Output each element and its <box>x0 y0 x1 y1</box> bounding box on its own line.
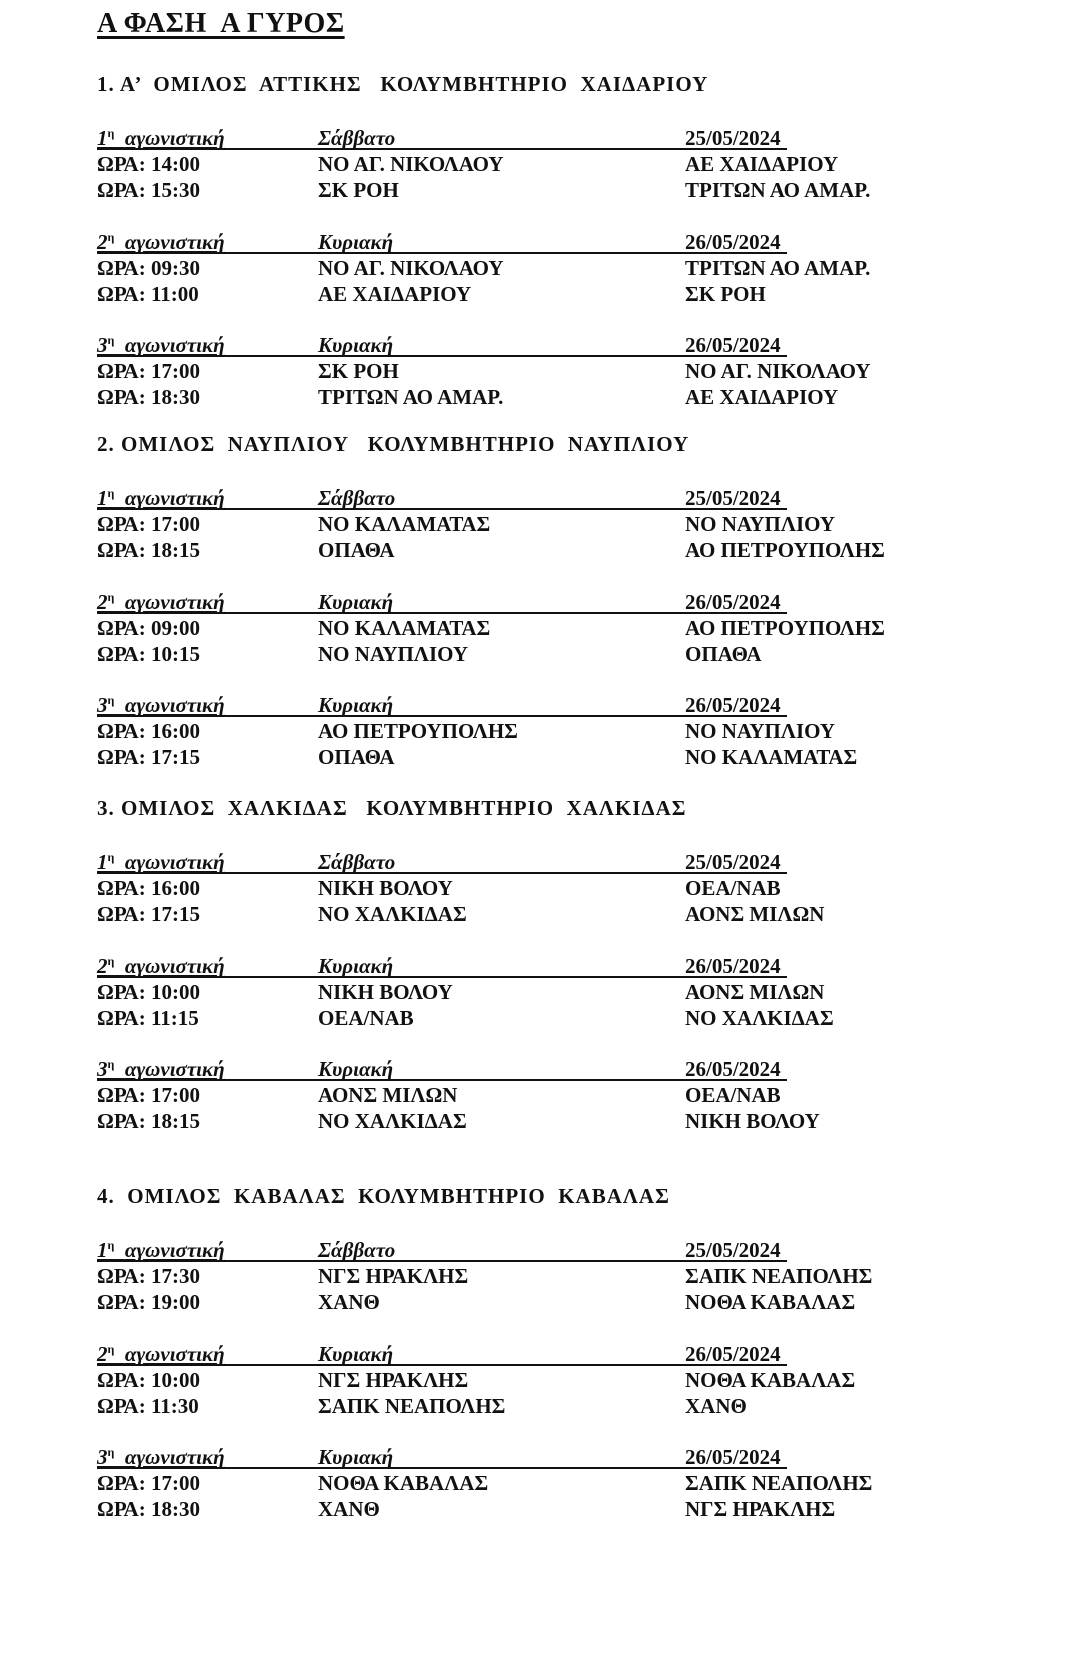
group-title: 3. ΟΜΙΛΟΣ ΧΑΛΚΙΔΑΣ ΚΟΛΥΜΒΗΤΗΡΙΟ ΧΑΛΚΙΔΑΣ <box>97 796 687 820</box>
match-row <box>97 1262 873 1288</box>
round-block <box>97 848 825 926</box>
match-row <box>97 280 787 306</box>
round-label <box>97 230 225 255</box>
away-team: ΝΟ ΝΑΥΠΛΙΟΥ <box>685 512 836 536</box>
home-team: ΤΡΙΤΩΝ ΑΟ ΑΜΑΡ. <box>318 385 504 409</box>
group-title: 2. ΟΜΙΛΟΣ ΝΑΥΠΛΙΟΥ ΚΟΛΥΜΒΗΤΗΡΙΟ ΝΑΥΠΛΙΟΥ <box>97 432 690 456</box>
round-number-suffix: η <box>107 954 115 968</box>
round-label <box>97 693 225 718</box>
round-number: 1 <box>97 850 108 874</box>
match-row <box>97 254 871 280</box>
away-team: ΟΠΑΘΑ <box>685 642 762 666</box>
home-team: ΝΟ ΝΑΥΠΛΙΟΥ <box>318 642 469 666</box>
match-time: ΩΡΑ: 14:00 <box>97 152 200 176</box>
match-time: ΩΡΑ: 10:00 <box>97 1368 200 1392</box>
round-day: Κυριακή <box>318 1342 394 1366</box>
match-time: ΩΡΑ: 17:30 <box>97 1264 200 1288</box>
match-time: ΩΡΑ: 11:15 <box>97 1006 199 1030</box>
home-team: ΝΙΚΗ ΒΟΛΟΥ <box>318 876 453 900</box>
round-label <box>97 1445 225 1470</box>
match-row <box>97 510 836 536</box>
round-day: Κυριακή <box>318 1057 394 1081</box>
match-time: ΩΡΑ: 11:00 <box>97 282 199 306</box>
round-day: Κυριακή <box>318 954 394 978</box>
round-day: Σάββατο <box>318 486 396 510</box>
match-row <box>97 874 787 900</box>
match-time: ΩΡΑ: 16:00 <box>97 719 200 743</box>
away-team: ΝΟ ΧΑΛΚΙΔΑΣ <box>685 1006 834 1030</box>
round-number: 1 <box>97 486 108 510</box>
match-row <box>97 1004 834 1030</box>
round-day: Σάββατο <box>318 126 396 150</box>
home-team: ΝΟΘΑ ΚΑΒΑΛΑΣ <box>318 1471 489 1495</box>
round-number: 3 <box>97 1057 108 1081</box>
home-team: ΧΑΝΘ <box>318 1497 380 1521</box>
round-date: 26/05/2024 <box>685 1342 781 1366</box>
round-label <box>97 486 225 511</box>
away-team: ΑΟΝΣ ΜΙΛΩΝ <box>685 902 825 926</box>
home-team: ΝΙΚΗ ΒΟΛΟΥ <box>318 980 453 1004</box>
away-team: ΝΓΣ ΗΡΑΚΛΗΣ <box>685 1497 836 1521</box>
match-time: ΩΡΑ: 16:00 <box>97 876 200 900</box>
home-team: ΣΚ ΡΟΗ <box>318 178 399 202</box>
round-block <box>97 228 871 306</box>
match-time: ΩΡΑ: 10:15 <box>97 642 200 666</box>
round-number-suffix: η <box>107 590 115 604</box>
round-header <box>97 1340 787 1366</box>
match-row <box>97 1288 856 1314</box>
home-team: ΣΚ ΡΟΗ <box>318 359 399 383</box>
away-team: ΑΟΝΣ ΜΙΛΩΝ <box>685 980 825 1004</box>
round-number: 3 <box>97 333 108 357</box>
round-date: 25/05/2024 <box>685 1238 781 1262</box>
group-title: 1. Α’ ΟΜΙΛΟΣ ΑΤΤΙΚΗΣ ΚΟΛΥΜΒΗΤΗΡΙΟ ΧΑΙΔΑΡΙΟΥ <box>97 72 709 96</box>
round-word: αγωνιστική <box>124 1445 225 1469</box>
round-number: 2 <box>97 590 108 614</box>
round-header <box>97 228 787 254</box>
match-time: ΩΡΑ: 17:15 <box>97 745 200 769</box>
round-date: 25/05/2024 <box>685 486 781 510</box>
match-time: ΩΡΑ: 17:00 <box>97 1471 200 1495</box>
round-number: 2 <box>97 1342 108 1366</box>
round-block <box>97 331 871 409</box>
round-date: 25/05/2024 <box>685 850 781 874</box>
away-team: ΟΕΑ/ΝΑΒ <box>685 1083 781 1107</box>
round-number-suffix: η <box>107 1342 115 1356</box>
round-word: αγωνιστική <box>124 1342 225 1366</box>
match-time: ΩΡΑ: 09:00 <box>97 616 200 640</box>
round-number: 3 <box>97 693 108 717</box>
match-row <box>97 743 858 769</box>
round-day: Σάββατο <box>318 850 396 874</box>
round-block <box>97 952 834 1030</box>
round-number-suffix: η <box>107 1057 115 1071</box>
document-title: Α ΦΑΣΗ Α ΓΥΡΟΣ <box>97 8 345 39</box>
away-team: ΝΟΘΑ ΚΑΒΑΛΑΣ <box>685 1290 856 1314</box>
match-time: ΩΡΑ: 15:30 <box>97 178 200 202</box>
home-team: ΧΑΝΘ <box>318 1290 380 1314</box>
away-team: ΧΑΝΘ <box>685 1394 747 1418</box>
round-header <box>97 124 787 150</box>
group-title: 4. ΟΜΙΛΟΣ ΚΑΒΑΛΑΣ ΚΟΛΥΜΒΗΤΗΡΙΟ ΚΑΒΑΛΑΣ <box>97 1184 670 1208</box>
home-team: ΟΠΑΘΑ <box>318 538 395 562</box>
match-row <box>97 1107 820 1133</box>
away-team: ΝΟ ΑΓ. ΝΙΚΟΛΑΟΥ <box>685 359 871 383</box>
round-word: αγωνιστική <box>124 333 225 357</box>
round-number-suffix: η <box>107 486 115 500</box>
round-block <box>97 1340 856 1418</box>
round-number: 1 <box>97 1238 108 1262</box>
round-number: 1 <box>97 126 108 150</box>
round-block <box>97 124 871 202</box>
round-number-suffix: η <box>107 1238 115 1252</box>
round-header <box>97 1443 787 1469</box>
round-date: 26/05/2024 <box>685 230 781 254</box>
round-date: 26/05/2024 <box>685 954 781 978</box>
match-row <box>97 640 787 666</box>
round-header <box>97 1236 787 1262</box>
home-team: ΝΟ ΚΑΛΑΜΑΤΑΣ <box>318 616 491 640</box>
home-team: ΑΟΝΣ ΜΙΛΩΝ <box>318 1083 458 1107</box>
round-header <box>97 848 787 874</box>
home-team: ΟΠΑΘΑ <box>318 745 395 769</box>
round-date: 26/05/2024 <box>685 1445 781 1469</box>
match-row <box>97 978 825 1004</box>
round-label <box>97 126 225 151</box>
home-team: ΑΕ ΧΑΙΔΑΡΙΟΥ <box>318 282 472 306</box>
round-number-suffix: η <box>107 850 115 864</box>
round-header <box>97 952 787 978</box>
round-word: αγωνιστική <box>124 693 225 717</box>
match-row <box>97 900 825 926</box>
away-team: ΣΑΠΚ ΝΕΑΠΟΛΗΣ <box>685 1471 873 1495</box>
home-team: ΑΟ ΠΕΤΡΟΥΠΟΛΗΣ <box>318 719 518 743</box>
round-label <box>97 333 225 358</box>
round-number: 2 <box>97 954 108 978</box>
away-team: ΤΡΙΤΩΝ ΑΟ ΑΜΑΡ. <box>685 178 871 202</box>
round-label <box>97 954 225 979</box>
away-team: ΑΕ ΧΑΙΔΑΡΙΟΥ <box>685 385 839 409</box>
away-team: ΤΡΙΤΩΝ ΑΟ ΑΜΑΡ. <box>685 256 871 280</box>
match-time: ΩΡΑ: 18:30 <box>97 1497 200 1521</box>
away-team: ΑΟ ΠΕΤΡΟΥΠΟΛΗΣ <box>685 616 885 640</box>
away-team: ΟΕΑ/ΝΑΒ <box>685 876 781 900</box>
match-row <box>97 1081 787 1107</box>
match-row <box>97 1469 873 1495</box>
round-word: αγωνιστική <box>124 1057 225 1081</box>
round-number: 3 <box>97 1445 108 1469</box>
match-row <box>97 176 871 202</box>
home-team: ΝΟ ΑΓ. ΝΙΚΟΛΑΟΥ <box>318 152 504 176</box>
round-day: Κυριακή <box>318 693 394 717</box>
round-header <box>97 1055 787 1081</box>
round-word: αγωνιστική <box>124 954 225 978</box>
round-day: Κυριακή <box>318 590 394 614</box>
round-date: 26/05/2024 <box>685 693 781 717</box>
match-time: ΩΡΑ: 10:00 <box>97 980 200 1004</box>
round-header <box>97 331 787 357</box>
match-row <box>97 1495 836 1521</box>
round-day: Σάββατο <box>318 1238 396 1262</box>
round-header <box>97 588 787 614</box>
match-time: ΩΡΑ: 09:30 <box>97 256 200 280</box>
match-time: ΩΡΑ: 19:00 <box>97 1290 200 1314</box>
away-team: ΝΙΚΗ ΒΟΛΟΥ <box>685 1109 820 1133</box>
round-block <box>97 1236 873 1314</box>
round-date: 26/05/2024 <box>685 590 781 614</box>
home-team: ΝΓΣ ΗΡΑΚΛΗΣ <box>318 1368 469 1392</box>
match-row <box>97 357 871 383</box>
match-time: ΩΡΑ: 17:00 <box>97 1083 200 1107</box>
round-number-suffix: η <box>107 230 115 244</box>
round-number-suffix: η <box>107 126 115 140</box>
away-team: ΑΕ ΧΑΙΔΑΡΙΟΥ <box>685 152 839 176</box>
round-date: 26/05/2024 <box>685 1057 781 1081</box>
round-label <box>97 1057 225 1082</box>
round-word: αγωνιστική <box>124 486 225 510</box>
match-time: ΩΡΑ: 17:00 <box>97 359 200 383</box>
round-number-suffix: η <box>107 333 115 347</box>
round-day: Κυριακή <box>318 1445 394 1469</box>
round-date: 25/05/2024 <box>685 126 781 150</box>
round-block <box>97 691 858 769</box>
round-label <box>97 590 225 615</box>
away-team: ΣΑΠΚ ΝΕΑΠΟΛΗΣ <box>685 1264 873 1288</box>
match-row <box>97 1392 787 1418</box>
round-day: Κυριακή <box>318 333 394 357</box>
home-team: ΣΑΠΚ ΝΕΑΠΟΛΗΣ <box>318 1394 506 1418</box>
match-time: ΩΡΑ: 17:00 <box>97 512 200 536</box>
match-time: ΩΡΑ: 18:15 <box>97 538 200 562</box>
match-row <box>97 536 885 562</box>
round-word: αγωνιστική <box>124 126 225 150</box>
round-block <box>97 1055 820 1133</box>
match-row <box>97 1366 856 1392</box>
match-row <box>97 614 885 640</box>
round-header <box>97 484 787 510</box>
match-time: ΩΡΑ: 17:15 <box>97 902 200 926</box>
home-team: ΝΟ ΑΓ. ΝΙΚΟΛΑΟΥ <box>318 256 504 280</box>
round-block <box>97 1443 873 1521</box>
match-time: ΩΡΑ: 18:15 <box>97 1109 200 1133</box>
round-label <box>97 850 225 875</box>
match-time: ΩΡΑ: 11:30 <box>97 1394 199 1418</box>
round-word: αγωνιστική <box>124 230 225 254</box>
round-number: 2 <box>97 230 108 254</box>
match-time: ΩΡΑ: 18:30 <box>97 385 200 409</box>
round-label <box>97 1238 225 1263</box>
round-number-suffix: η <box>107 1445 115 1459</box>
round-label <box>97 1342 225 1367</box>
away-team: ΝΟΘΑ ΚΑΒΑΛΑΣ <box>685 1368 856 1392</box>
away-team: ΑΟ ΠΕΤΡΟΥΠΟΛΗΣ <box>685 538 885 562</box>
round-word: αγωνιστική <box>124 1238 225 1262</box>
round-word: αγωνιστική <box>124 850 225 874</box>
home-team: ΝΓΣ ΗΡΑΚΛΗΣ <box>318 1264 469 1288</box>
match-row <box>97 717 836 743</box>
round-block <box>97 588 885 666</box>
home-team: ΝΟ ΧΑΛΚΙΔΑΣ <box>318 902 467 926</box>
home-team: ΝΟ ΚΑΛΑΜΑΤΑΣ <box>318 512 491 536</box>
round-day: Κυριακή <box>318 230 394 254</box>
home-team: ΟΕΑ/ΝΑΒ <box>318 1006 414 1030</box>
away-team: ΝΟ ΚΑΛΑΜΑΤΑΣ <box>685 745 858 769</box>
match-row <box>97 383 839 409</box>
round-header <box>97 691 787 717</box>
round-date: 26/05/2024 <box>685 333 781 357</box>
match-row <box>97 150 839 176</box>
round-number-suffix: η <box>107 693 115 707</box>
away-team: ΣΚ ΡΟΗ <box>685 282 766 306</box>
round-block <box>97 484 885 562</box>
home-team: ΝΟ ΧΑΛΚΙΔΑΣ <box>318 1109 467 1133</box>
round-word: αγωνιστική <box>124 590 225 614</box>
away-team: ΝΟ ΝΑΥΠΛΙΟΥ <box>685 719 836 743</box>
